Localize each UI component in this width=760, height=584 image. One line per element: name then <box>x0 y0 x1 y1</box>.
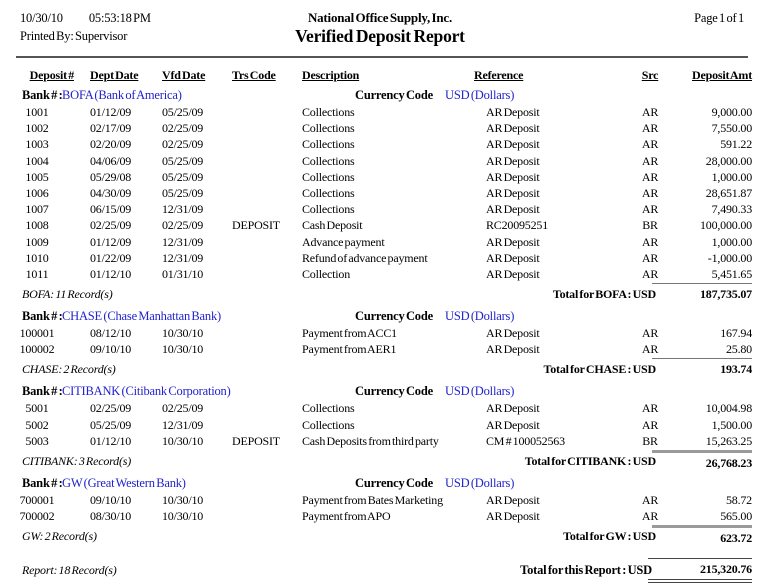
report-record-count: Report: 18 Record(s) <box>22 563 117 578</box>
reference-cell: AR Deposit <box>486 509 540 524</box>
description-cell: Collections <box>302 169 355 184</box>
col-header-dept-date: Dept Date <box>90 68 139 82</box>
deposit-no-cell: 1011 <box>25 266 49 281</box>
dept-date-cell: 05/25/09 <box>90 417 132 432</box>
src-cell: AR <box>641 326 659 341</box>
bank-total-amount: 187,735.07 <box>652 283 752 302</box>
table-row <box>0 185 760 201</box>
bank-name: GW (Great Western Bank) <box>62 476 186 490</box>
description-cell: Refund of advance payment <box>302 250 428 265</box>
table-row <box>0 492 760 508</box>
vfd-date-cell: 12/31/09 <box>162 417 204 432</box>
bank-total-amount: 26,768.23 <box>652 450 752 471</box>
table-row <box>0 341 760 357</box>
vfd-date-cell: 10/30/10 <box>162 509 204 524</box>
bank-total-amount: 193.74 <box>652 358 752 377</box>
deposit-amt-cell: 7,550.00 <box>711 121 752 136</box>
deposit-no-cell: 100002 <box>19 342 55 357</box>
bank-total-row <box>0 282 760 304</box>
trs-code-cell <box>232 492 302 508</box>
vfd-date-cell: 02/25/09 <box>162 401 204 416</box>
reference-cell: AR Deposit <box>486 326 540 341</box>
reference-cell: AR Deposit <box>486 137 540 152</box>
dept-date-cell: 01/22/09 <box>90 250 132 265</box>
dept-date-cell: 01/12/09 <box>90 105 132 119</box>
trs-code-cell <box>232 185 302 201</box>
deposit-amt-cell: 28,651.87 <box>705 185 752 200</box>
description-cell: Collections <box>302 417 355 432</box>
dept-date-cell: 01/12/10 <box>90 266 132 281</box>
trs-code-cell <box>232 136 302 152</box>
table-row <box>0 508 760 524</box>
deposit-amt-cell: 9,000.00 <box>711 105 752 119</box>
description-cell: Collections <box>302 105 355 119</box>
bank-total-row <box>0 357 760 379</box>
vfd-date-cell: 05/25/09 <box>162 105 204 119</box>
vfd-date-cell: 02/25/09 <box>162 121 204 136</box>
reference-cell: AR Deposit <box>486 169 540 184</box>
bank-section-header <box>0 308 760 325</box>
vfd-date-cell: 10/30/10 <box>162 433 204 448</box>
deposit-amt-cell: 58.72 <box>725 493 752 507</box>
deposit-amt-cell: 591.22 <box>720 137 752 152</box>
dept-date-cell: 06/15/09 <box>90 202 132 217</box>
trs-code-cell <box>232 201 302 217</box>
table-row <box>0 433 760 449</box>
currency-code-label: Currency Code <box>355 476 433 490</box>
vfd-date-cell: 05/25/09 <box>162 169 204 184</box>
print-date: 10/30/10 <box>20 11 63 25</box>
description-cell: Advance payment <box>302 234 385 249</box>
reference-cell: AR Deposit <box>486 266 540 281</box>
dept-date-cell: 08/30/10 <box>90 509 132 524</box>
table-row <box>0 136 760 152</box>
bank-total-amount: 623.72 <box>652 525 752 546</box>
deposit-amt-cell: 10,004.98 <box>705 401 752 416</box>
deposit-no-cell: 1002 <box>25 121 49 136</box>
deposit-no-cell: 1004 <box>25 153 49 168</box>
reference-cell: AR Deposit <box>486 250 540 265</box>
table-row <box>0 104 760 120</box>
description-cell: Collections <box>302 121 355 136</box>
src-cell: AR <box>641 105 659 119</box>
deposit-no-cell: 1009 <box>25 234 49 249</box>
dept-date-cell: 01/12/09 <box>90 234 132 249</box>
description-cell: Collections <box>302 401 355 416</box>
description-cell: Payment from AER1 <box>302 342 397 357</box>
dept-date-cell: 01/12/10 <box>90 433 132 448</box>
table-row <box>0 217 760 233</box>
dept-date-cell: 08/12/10 <box>90 326 132 341</box>
company-name: National Office Supply, Inc. <box>307 10 453 25</box>
currency-code-label: Currency Code <box>355 384 433 399</box>
reference-cell: AR Deposit <box>486 417 540 432</box>
vfd-date-cell: 10/30/10 <box>162 326 204 341</box>
reference-cell: AR Deposit <box>486 342 540 357</box>
bank-name: CHASE (Chase Manhattan Bank) <box>62 309 221 324</box>
trs-code-cell <box>232 325 302 341</box>
trs-code-cell <box>232 153 302 169</box>
currency-code-label: Currency Code <box>355 88 433 102</box>
reference-cell: AR Deposit <box>486 234 540 249</box>
deposit-no-cell: 1001 <box>25 105 49 119</box>
bank-section-header <box>0 87 760 104</box>
trs-code-cell <box>232 169 302 185</box>
trs-code-cell <box>232 250 302 266</box>
report-body <box>0 87 760 546</box>
trs-code-cell <box>232 508 302 524</box>
trs-code-cell <box>232 234 302 250</box>
bank-number-label: Bank # : <box>22 384 63 399</box>
col-header-deposit-amt: Deposit Amt <box>692 68 752 82</box>
col-header-src: Src <box>641 68 659 82</box>
src-cell: AR <box>641 234 659 249</box>
deposit-no-cell: 1008 <box>25 218 49 233</box>
currency-code-label: Currency Code <box>355 309 433 324</box>
vfd-date-cell: 01/31/10 <box>162 266 204 281</box>
report-header <box>0 0 760 56</box>
src-cell: AR <box>641 266 659 281</box>
deposit-amt-cell: -1,000.00 <box>707 250 752 265</box>
dept-date-cell: 09/10/10 <box>90 493 132 507</box>
src-cell: AR <box>641 342 659 357</box>
reference-cell: AR Deposit <box>486 105 540 119</box>
src-cell: AR <box>641 509 659 524</box>
table-row <box>0 250 760 266</box>
currency-code-value: USD (Dollars) <box>445 88 515 102</box>
description-cell: Payment from APO <box>302 509 391 524</box>
bank-record-count: BOFA: 11 Record(s) <box>22 287 113 302</box>
vfd-date-cell: 02/25/09 <box>162 137 204 152</box>
deposit-no-cell: 700001 <box>19 493 55 507</box>
src-cell: AR <box>641 185 659 200</box>
vfd-date-cell: 02/25/09 <box>162 218 204 233</box>
description-cell: Collections <box>302 137 355 152</box>
src-cell: AR <box>641 493 659 507</box>
deposit-no-cell: 1007 <box>25 202 49 217</box>
page-indicator: Page 1 of 1 <box>694 11 744 25</box>
deposit-no-cell: 1010 <box>25 250 49 265</box>
src-cell: AR <box>641 202 659 217</box>
deposit-no-cell: 100001 <box>19 326 55 341</box>
src-cell: AR <box>641 169 659 184</box>
src-cell: AR <box>641 250 659 265</box>
table-row <box>0 325 760 341</box>
deposit-amt-cell: 1,500.00 <box>711 417 752 432</box>
trs-code-cell: DEPOSIT <box>232 433 280 448</box>
deposit-no-cell: 700002 <box>19 509 55 524</box>
description-cell: Cash Deposit <box>302 218 363 233</box>
dept-date-cell: 05/29/08 <box>90 169 132 184</box>
deposit-no-cell: 1003 <box>25 137 49 152</box>
table-row <box>0 400 760 416</box>
deposit-amt-cell: 1,000.00 <box>711 234 752 249</box>
deposit-amt-cell: 7,490.33 <box>711 202 752 217</box>
col-header-reference: Reference <box>474 68 524 82</box>
description-cell: Collections <box>302 153 355 168</box>
src-cell: AR <box>641 121 659 136</box>
trs-code-cell <box>232 341 302 357</box>
trs-code-cell <box>232 417 302 433</box>
reference-cell: AR Deposit <box>486 185 540 200</box>
bank-section-header <box>0 383 760 400</box>
deposit-amt-cell: 100,000.00 <box>699 218 752 233</box>
dept-date-cell: 02/25/09 <box>90 218 132 233</box>
description-cell: Collections <box>302 185 355 200</box>
bank-number-label: Bank # : <box>22 88 63 102</box>
reference-cell: AR Deposit <box>486 121 540 136</box>
src-cell: BR <box>642 433 658 448</box>
bank-total-label: Total for GW : USD <box>563 529 656 544</box>
bank-total-label: Total for CHASE : USD <box>543 362 656 377</box>
trs-code-cell: DEPOSIT <box>232 218 280 233</box>
deposit-amt-cell: 25.80 <box>725 342 752 357</box>
reference-cell: AR Deposit <box>486 153 540 168</box>
dept-date-cell: 09/10/10 <box>90 342 132 357</box>
src-cell: AR <box>641 153 659 168</box>
bank-name: BOFA (Bank of America) <box>62 88 182 102</box>
print-time: 05:53:18 PM <box>88 11 151 25</box>
deposit-no-cell: 5003 <box>25 433 49 448</box>
bank-number-label: Bank # : <box>22 476 63 490</box>
description-cell: Collections <box>302 202 355 217</box>
reference-cell: AR Deposit <box>486 493 540 507</box>
vfd-date-cell: 12/31/09 <box>162 250 204 265</box>
reference-cell: AR Deposit <box>486 401 540 416</box>
deposit-no-cell: 5002 <box>25 417 49 432</box>
currency-code-value: USD (Dollars) <box>445 476 515 490</box>
description-cell: Cash Deposits from third party <box>302 433 439 448</box>
src-cell: AR <box>641 417 659 432</box>
printed-by: Printed By: Supervisor <box>20 29 128 43</box>
vfd-date-cell: 12/31/09 <box>162 202 204 217</box>
table-row <box>0 266 760 282</box>
dept-date-cell: 02/20/09 <box>90 137 132 152</box>
deposit-amt-cell: 167.94 <box>720 326 752 341</box>
deposit-no-cell: 5001 <box>25 401 49 416</box>
vfd-date-cell: 05/25/09 <box>162 185 204 200</box>
col-header-deposit-no: Deposit # <box>29 68 74 82</box>
bank-total-row <box>0 524 760 546</box>
reference-cell: AR Deposit <box>486 202 540 217</box>
deposit-amt-cell: 565.00 <box>720 509 752 524</box>
description-cell: Payment from Bates Marketing <box>302 493 443 507</box>
deposit-amt-cell: 28,000.00 <box>705 153 752 168</box>
table-row <box>0 120 760 136</box>
table-row <box>0 153 760 169</box>
deposit-amt-cell: 1,000.00 <box>711 169 752 184</box>
report-total-amount: 215,320.76 <box>648 558 752 583</box>
src-cell: AR <box>641 137 659 152</box>
currency-code-value: USD (Dollars) <box>445 309 515 324</box>
deposit-no-cell: 1005 <box>25 169 49 184</box>
vfd-date-cell: 10/30/10 <box>162 493 204 507</box>
column-headers <box>0 67 760 83</box>
bank-record-count: CHASE: 2 Record(s) <box>22 362 116 377</box>
header-divider <box>16 56 748 58</box>
description-cell: Payment from ACC1 <box>302 326 397 341</box>
table-row <box>0 234 760 250</box>
col-header-vfd-date: Vfd Date <box>162 68 206 82</box>
deposit-no-cell: 1006 <box>25 185 49 200</box>
src-cell: AR <box>641 401 659 416</box>
trs-code-cell <box>232 120 302 136</box>
bank-total-row <box>0 449 760 471</box>
bank-section-header <box>0 475 760 492</box>
bank-record-count: GW: 2 Record(s) <box>22 529 97 544</box>
currency-code-value: USD (Dollars) <box>445 384 515 399</box>
trs-code-cell <box>232 104 302 120</box>
deposit-amt-cell: 15,263.25 <box>705 433 752 448</box>
bank-total-label: Total for BOFA : USD <box>552 287 656 302</box>
table-row <box>0 417 760 433</box>
dept-date-cell: 04/06/09 <box>90 153 132 168</box>
col-header-description: Description <box>302 68 360 82</box>
report-title: Verified Deposit Report <box>295 26 465 46</box>
reference-cell: CM # 100052563 <box>486 433 565 448</box>
trs-code-cell <box>232 400 302 416</box>
bank-number-label: Bank # : <box>22 309 63 324</box>
dept-date-cell: 02/17/09 <box>90 121 132 136</box>
dept-date-cell: 02/25/09 <box>90 401 132 416</box>
vfd-date-cell: 05/25/09 <box>162 153 204 168</box>
col-header-trs-code: Trs Code <box>232 68 276 82</box>
trs-code-cell <box>232 266 302 282</box>
vfd-date-cell: 12/31/09 <box>162 234 204 249</box>
table-row <box>0 169 760 185</box>
description-cell: Collection <box>302 266 350 281</box>
bank-name: CITIBANK (Citibank Corporation) <box>62 384 231 399</box>
vfd-date-cell: 10/30/10 <box>162 342 204 357</box>
reference-cell: RC20095251 <box>486 218 549 233</box>
deposit-amt-cell: 5,451.65 <box>711 266 752 281</box>
bank-total-label: Total for CITIBANK : USD <box>524 454 656 468</box>
report-total-label: Total for this Report : USD <box>520 563 652 578</box>
src-cell: BR <box>642 218 658 233</box>
dept-date-cell: 04/30/09 <box>90 185 132 200</box>
table-row <box>0 201 760 217</box>
bank-record-count: CITIBANK: 3 Record(s) <box>22 454 132 468</box>
